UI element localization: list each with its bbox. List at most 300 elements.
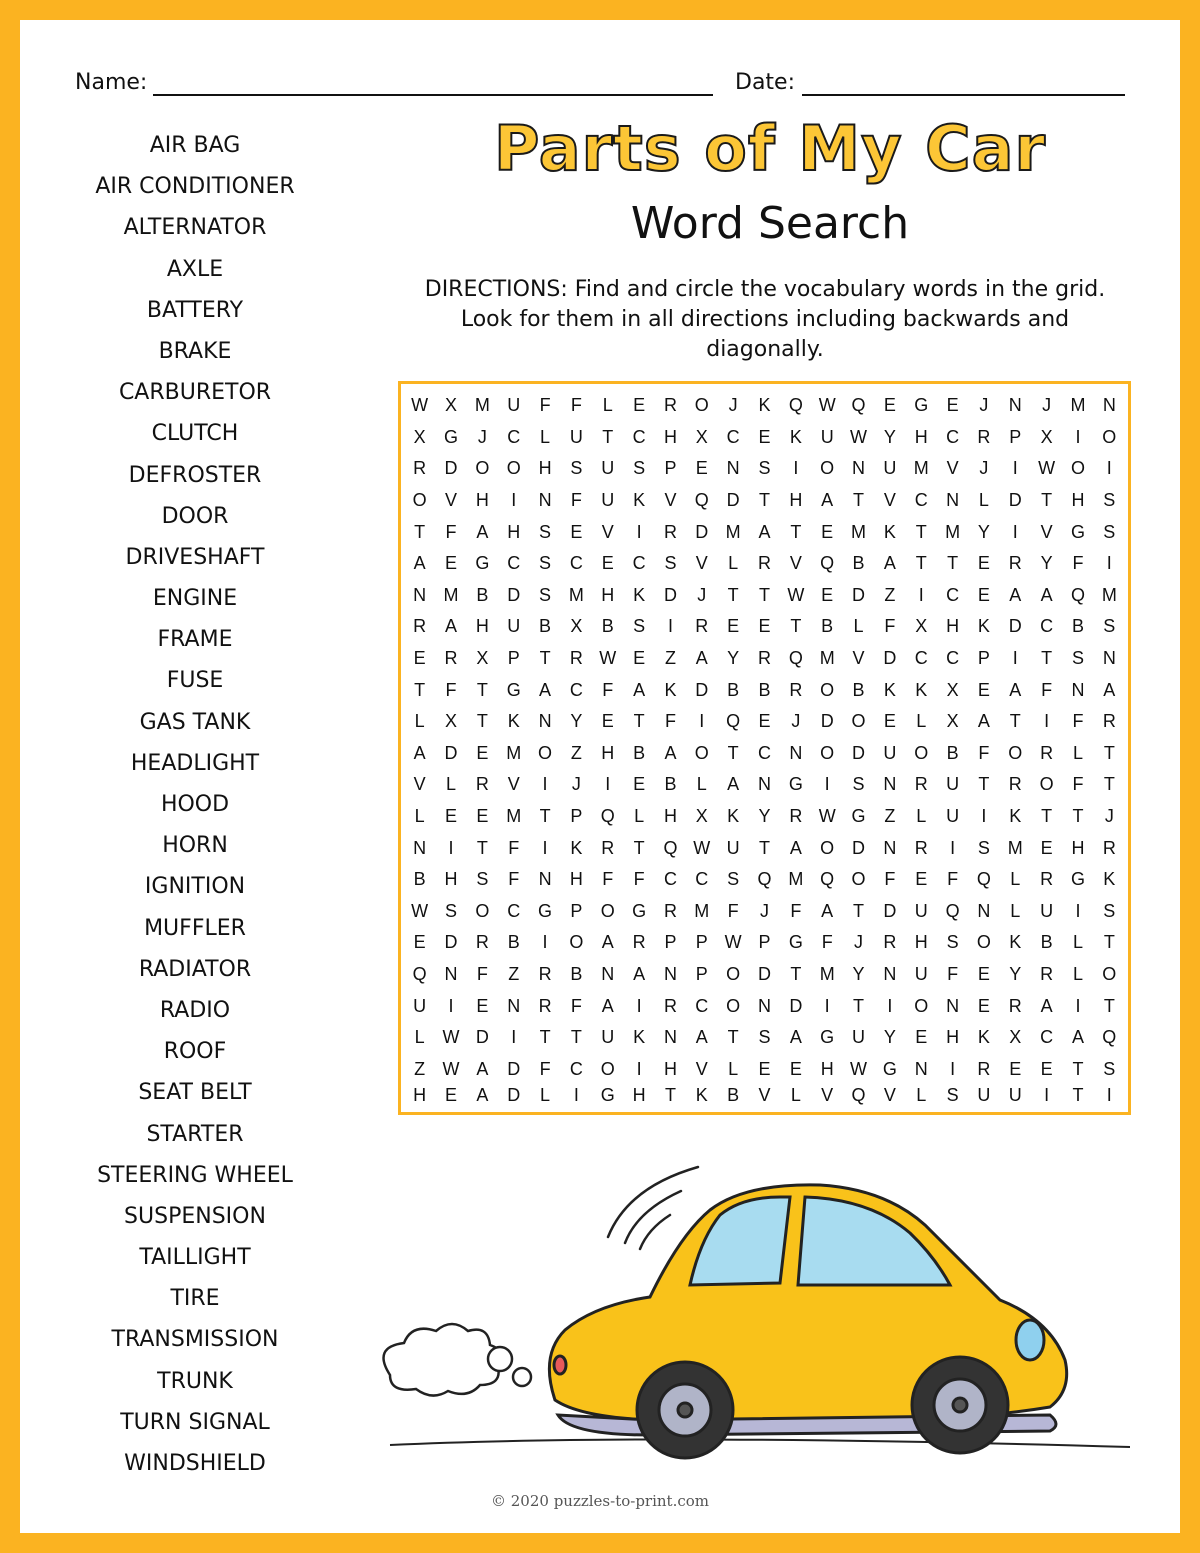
grid-letter[interactable]: K — [789, 426, 802, 447]
grid-letter[interactable]: O — [851, 711, 866, 732]
grid-letter[interactable]: D — [444, 932, 458, 953]
grid-letter[interactable]: R — [757, 648, 771, 669]
grid-letter[interactable]: A — [727, 774, 740, 795]
grid-letter[interactable]: K — [1103, 869, 1116, 890]
grid-letter[interactable]: P — [570, 900, 583, 921]
grid-letter[interactable]: D — [695, 521, 709, 542]
grid-letter[interactable]: C — [695, 995, 709, 1016]
grid-letter[interactable]: E — [946, 395, 959, 416]
grid-letter[interactable]: B — [1040, 932, 1053, 953]
grid-letter[interactable]: I — [542, 932, 548, 953]
grid-letter[interactable]: A — [1040, 584, 1053, 605]
grid-letter[interactable]: G — [1070, 521, 1085, 542]
grid-letter[interactable]: Y — [852, 963, 865, 984]
grid-letter[interactable]: T — [539, 805, 551, 826]
grid-letter[interactable]: I — [981, 805, 987, 826]
grid-letter[interactable]: P — [664, 458, 677, 479]
grid-letter[interactable]: B — [852, 679, 865, 700]
grid-letter[interactable]: E — [476, 995, 489, 1016]
grid-letter[interactable]: U — [601, 458, 615, 479]
grid-letter[interactable]: A — [476, 1085, 489, 1105]
grid-letter[interactable]: W — [1038, 458, 1056, 479]
grid-letter[interactable]: F — [1041, 679, 1053, 700]
grid-letter[interactable]: P — [1009, 426, 1022, 447]
grid-letter[interactable]: X — [695, 426, 708, 447]
grid-letter[interactable]: H — [914, 932, 928, 953]
grid-letter[interactable]: F — [884, 869, 896, 890]
grid-letter[interactable]: V — [445, 490, 458, 511]
grid-letter[interactable]: L — [540, 1085, 551, 1105]
grid-letter[interactable]: I — [448, 995, 454, 1016]
grid-letter[interactable]: R — [413, 458, 427, 479]
grid-letter[interactable]: T — [1041, 805, 1053, 826]
grid-letter[interactable]: F — [1072, 711, 1084, 732]
grid-letter[interactable]: J — [854, 932, 864, 953]
grid-letter[interactable]: M — [819, 963, 835, 984]
grid-letter[interactable]: D — [852, 837, 866, 858]
grid-letter[interactable]: Q — [788, 395, 803, 416]
grid-letter[interactable]: I — [1012, 458, 1018, 479]
grid-letter[interactable]: X — [915, 616, 928, 637]
grid-letter[interactable]: N — [538, 490, 552, 511]
grid-letter[interactable]: R — [663, 521, 677, 542]
grid-letter[interactable]: E — [476, 805, 489, 826]
grid-letter[interactable]: A — [539, 679, 552, 700]
grid-letter[interactable]: T — [790, 963, 802, 984]
grid-letter[interactable]: E — [915, 1027, 928, 1048]
grid-letter[interactable]: A — [789, 1027, 802, 1048]
grid-letter[interactable]: B — [633, 742, 646, 763]
grid-letter[interactable]: U — [914, 900, 928, 921]
grid-letter[interactable]: Q — [726, 711, 741, 732]
grid-letter[interactable]: T — [414, 679, 426, 700]
grid-letter[interactable]: O — [569, 932, 584, 953]
grid-letter[interactable]: A — [1071, 1027, 1084, 1048]
grid-letter[interactable]: Y — [727, 648, 740, 669]
grid-letter[interactable]: O — [851, 869, 866, 890]
grid-letter[interactable]: A — [789, 837, 802, 858]
grid-letter[interactable]: K — [883, 679, 896, 700]
grid-letter[interactable]: K — [633, 1027, 646, 1048]
grid-letter[interactable]: S — [1103, 490, 1116, 511]
grid-letter[interactable]: B — [507, 932, 520, 953]
grid-letter[interactable]: H — [1071, 837, 1085, 858]
grid-letter[interactable]: M — [788, 869, 804, 890]
grid-letter[interactable]: I — [824, 774, 830, 795]
grid-letter[interactable]: T — [633, 711, 645, 732]
grid-letter[interactable]: U — [946, 774, 960, 795]
grid-letter[interactable]: L — [446, 774, 457, 795]
grid-letter[interactable]: I — [636, 995, 642, 1016]
grid-letter[interactable]: A — [977, 711, 990, 732]
grid-letter[interactable]: H — [1071, 490, 1085, 511]
grid-letter[interactable]: T — [947, 553, 959, 574]
grid-letter[interactable]: Q — [945, 900, 960, 921]
grid-letter[interactable]: A — [1103, 679, 1116, 700]
grid-letter[interactable]: L — [414, 1027, 425, 1048]
grid-letter[interactable]: Q — [820, 869, 835, 890]
grid-letter[interactable]: T — [1103, 774, 1115, 795]
grid-letter[interactable]: B — [539, 616, 552, 637]
grid-letter[interactable]: Z — [570, 742, 582, 763]
grid-letter[interactable]: E — [445, 553, 458, 574]
grid-letter[interactable]: D — [507, 1058, 521, 1079]
grid-letter[interactable]: H — [946, 616, 960, 637]
grid-letter[interactable]: M — [506, 742, 522, 763]
grid-letter[interactable]: E — [977, 963, 990, 984]
grid-letter[interactable]: V — [821, 1085, 834, 1105]
grid-letter[interactable]: D — [852, 742, 866, 763]
grid-letter[interactable]: F — [508, 837, 520, 858]
grid-letter[interactable]: Q — [1102, 1027, 1117, 1048]
grid-letter[interactable]: M — [1007, 837, 1023, 858]
grid-letter[interactable]: S — [445, 900, 458, 921]
grid-letter[interactable]: V — [695, 1058, 708, 1079]
grid-letter[interactable]: R — [695, 616, 709, 637]
grid-letter[interactable]: T — [539, 648, 551, 669]
grid-letter[interactable]: E — [633, 648, 646, 669]
grid-letter[interactable]: P — [570, 805, 583, 826]
grid-letter[interactable]: X — [695, 805, 708, 826]
grid-letter[interactable]: F — [570, 490, 582, 511]
grid-letter[interactable]: H — [946, 1027, 960, 1048]
grid-letter[interactable]: A — [1009, 679, 1022, 700]
grid-letter[interactable]: M — [506, 805, 522, 826]
grid-letter[interactable]: K — [1009, 932, 1022, 953]
grid-letter[interactable]: F — [884, 616, 896, 637]
grid-letter[interactable]: X — [1040, 426, 1053, 447]
grid-letter[interactable]: K — [1009, 805, 1022, 826]
grid-letter[interactable]: F — [602, 679, 614, 700]
grid-letter[interactable]: O — [1102, 963, 1117, 984]
grid-letter[interactable]: R — [1040, 963, 1054, 984]
grid-letter[interactable]: C — [507, 553, 521, 574]
grid-letter[interactable]: H — [601, 742, 615, 763]
grid-letter[interactable]: R — [1008, 774, 1022, 795]
grid-letter[interactable]: S — [633, 458, 646, 479]
grid-letter[interactable]: R — [789, 805, 803, 826]
grid-letter[interactable]: A — [821, 900, 834, 921]
grid-letter[interactable]: R — [914, 837, 928, 858]
grid-letter[interactable]: X — [476, 648, 489, 669]
grid-letter[interactable]: T — [853, 995, 865, 1016]
grid-letter[interactable]: O — [475, 458, 490, 479]
grid-letter[interactable]: F — [539, 395, 551, 416]
grid-letter[interactable]: N — [852, 458, 866, 479]
grid-letter[interactable]: R — [538, 995, 552, 1016]
grid-letter[interactable]: A — [1009, 584, 1022, 605]
grid-letter[interactable]: F — [445, 521, 457, 542]
grid-letter[interactable]: S — [539, 553, 552, 574]
grid-letter[interactable]: I — [918, 584, 924, 605]
grid-letter[interactable]: F — [445, 679, 457, 700]
name-field[interactable] — [75, 70, 147, 95]
grid-letter[interactable]: D — [475, 1027, 489, 1048]
grid-letter[interactable]: R — [538, 963, 552, 984]
grid-letter[interactable]: C — [726, 426, 740, 447]
grid-letter[interactable]: R — [789, 679, 803, 700]
grid-letter[interactable]: F — [664, 711, 676, 732]
grid-letter[interactable]: O — [475, 900, 490, 921]
grid-letter[interactable]: T — [915, 521, 927, 542]
grid-letter[interactable]: P — [977, 648, 990, 669]
grid-letter[interactable]: T — [602, 426, 614, 447]
grid-letter[interactable]: E — [1009, 1058, 1022, 1079]
grid-letter[interactable]: N — [601, 963, 615, 984]
grid-letter[interactable]: R — [475, 774, 489, 795]
grid-letter[interactable]: Q — [694, 490, 709, 511]
grid-letter[interactable]: R — [569, 648, 583, 669]
grid-letter[interactable]: C — [946, 584, 960, 605]
grid-letter[interactable]: O — [820, 837, 835, 858]
grid-letter[interactable]: E — [445, 1085, 458, 1105]
grid-letter[interactable]: T — [727, 584, 739, 605]
grid-letter[interactable]: Q — [788, 648, 803, 669]
grid-letter[interactable]: L — [978, 490, 989, 511]
grid-letter[interactable]: C — [914, 490, 928, 511]
grid-letter[interactable]: M — [851, 521, 867, 542]
grid-letter[interactable]: I — [1106, 1085, 1112, 1105]
grid-letter[interactable]: U — [883, 742, 897, 763]
grid-letter[interactable]: W — [818, 395, 836, 416]
grid-letter[interactable]: G — [882, 1058, 897, 1079]
grid-letter[interactable]: U — [1040, 900, 1054, 921]
grid-letter[interactable]: I — [1106, 458, 1112, 479]
grid-letter[interactable]: B — [601, 616, 614, 637]
grid-letter[interactable]: E — [633, 774, 646, 795]
grid-letter[interactable]: Y — [977, 521, 990, 542]
grid-letter[interactable]: O — [820, 458, 835, 479]
grid-letter[interactable]: F — [1072, 553, 1084, 574]
grid-letter[interactable]: A — [883, 553, 896, 574]
grid-letter[interactable]: O — [726, 995, 741, 1016]
grid-letter[interactable]: S — [1103, 521, 1116, 542]
grid-letter[interactable]: A — [601, 995, 614, 1016]
grid-letter[interactable]: E — [821, 521, 834, 542]
grid-letter[interactable]: G — [475, 553, 490, 574]
grid-letter[interactable]: U — [507, 395, 521, 416]
grid-letter[interactable]: R — [883, 932, 897, 953]
grid-letter[interactable]: I — [1012, 648, 1018, 669]
grid-letter[interactable]: I — [1044, 1085, 1050, 1105]
grid-letter[interactable]: J — [571, 774, 581, 795]
grid-letter[interactable]: W — [442, 1058, 460, 1079]
grid-letter[interactable]: Z — [508, 963, 520, 984]
grid-letter[interactable]: T — [915, 553, 927, 574]
grid-letter[interactable]: C — [663, 869, 677, 890]
grid-letter[interactable]: P — [695, 963, 708, 984]
grid-letter[interactable]: N — [757, 995, 771, 1016]
grid-letter[interactable]: G — [788, 932, 803, 953]
grid-letter[interactable]: X — [445, 395, 458, 416]
grid-letter[interactable]: T — [1072, 1085, 1084, 1105]
grid-letter[interactable]: R — [1102, 711, 1116, 732]
grid-letter[interactable]: U — [601, 490, 615, 511]
grid-letter[interactable]: S — [539, 584, 552, 605]
grid-letter[interactable]: A — [445, 616, 458, 637]
grid-letter[interactable]: L — [728, 553, 739, 574]
grid-letter[interactable]: S — [758, 1027, 771, 1048]
grid-letter[interactable]: H — [663, 805, 677, 826]
grid-letter[interactable]: J — [477, 426, 487, 447]
grid-letter[interactable]: X — [1009, 1027, 1022, 1048]
grid-letter[interactable]: N — [663, 1027, 677, 1048]
grid-letter[interactable]: Q — [600, 805, 615, 826]
grid-letter[interactable]: D — [726, 490, 740, 511]
grid-letter[interactable]: S — [664, 553, 677, 574]
grid-letter[interactable]: J — [697, 584, 707, 605]
grid-letter[interactable]: T — [1041, 648, 1053, 669]
grid-letter[interactable]: E — [413, 648, 426, 669]
grid-letter[interactable]: R — [632, 932, 646, 953]
grid-letter[interactable]: I — [636, 1058, 642, 1079]
grid-letter[interactable]: S — [1103, 900, 1116, 921]
grid-letter[interactable]: F — [539, 1058, 551, 1079]
grid-letter[interactable]: I — [1044, 711, 1050, 732]
grid-letter[interactable]: T — [1041, 490, 1053, 511]
grid-letter[interactable]: T — [853, 900, 865, 921]
grid-letter[interactable]: D — [820, 711, 834, 732]
grid-letter[interactable]: G — [914, 395, 929, 416]
grid-letter[interactable]: R — [977, 426, 991, 447]
grid-letter[interactable]: F — [633, 869, 645, 890]
grid-letter[interactable]: N — [413, 584, 427, 605]
grid-letter[interactable]: O — [1070, 458, 1085, 479]
grid-letter[interactable]: R — [413, 616, 427, 637]
grid-letter[interactable]: E — [977, 584, 990, 605]
grid-letter[interactable]: O — [412, 490, 427, 511]
grid-letter[interactable]: E — [821, 584, 834, 605]
grid-letter[interactable]: Y — [1009, 963, 1022, 984]
grid-letter[interactable]: E — [727, 616, 740, 637]
grid-letter[interactable]: V — [664, 490, 677, 511]
grid-letter[interactable]: C — [946, 648, 960, 669]
grid-letter[interactable]: H — [444, 869, 458, 890]
grid-letter[interactable]: C — [1040, 1027, 1054, 1048]
grid-letter[interactable]: D — [695, 679, 709, 700]
grid-letter[interactable]: S — [758, 458, 771, 479]
grid-letter[interactable]: W — [850, 1058, 868, 1079]
grid-letter[interactable]: M — [568, 584, 584, 605]
grid-letter[interactable]: A — [821, 490, 834, 511]
grid-letter[interactable]: C — [695, 869, 709, 890]
grid-letter[interactable]: E — [977, 679, 990, 700]
grid-letter[interactable]: D — [883, 648, 897, 669]
grid-letter[interactable]: U — [569, 426, 583, 447]
grid-letter[interactable]: D — [444, 742, 458, 763]
grid-letter[interactable]: T — [1103, 742, 1115, 763]
grid-letter[interactable]: H — [820, 1058, 834, 1079]
grid-letter[interactable]: B — [413, 869, 426, 890]
grid-letter[interactable]: T — [633, 837, 645, 858]
grid-letter[interactable]: B — [570, 963, 583, 984]
grid-letter[interactable]: T — [1103, 932, 1115, 953]
grid-letter[interactable]: T — [790, 616, 802, 637]
grid-letter[interactable]: G — [538, 900, 553, 921]
grid-letter[interactable]: T — [476, 711, 488, 732]
grid-letter[interactable]: O — [600, 1058, 615, 1079]
grid-letter[interactable]: V — [695, 553, 708, 574]
grid-letter[interactable]: U — [883, 458, 897, 479]
grid-letter[interactable]: C — [507, 900, 521, 921]
grid-letter[interactable]: T — [790, 521, 802, 542]
grid-letter[interactable]: H — [475, 616, 489, 637]
grid-letter[interactable]: U — [852, 1027, 866, 1048]
grid-letter[interactable]: N — [1008, 395, 1022, 416]
grid-letter[interactable]: B — [727, 1085, 740, 1105]
grid-letter[interactable]: J — [1042, 395, 1052, 416]
grid-letter[interactable]: J — [979, 395, 989, 416]
grid-letter[interactable]: I — [573, 1085, 579, 1105]
grid-letter[interactable]: Q — [851, 1085, 866, 1105]
grid-letter[interactable]: T — [1009, 711, 1021, 732]
grid-letter[interactable]: L — [1010, 900, 1021, 921]
grid-letter[interactable]: X — [445, 711, 458, 732]
grid-letter[interactable]: E — [758, 616, 771, 637]
grid-letter[interactable]: T — [1072, 805, 1084, 826]
grid-letter[interactable]: M — [694, 900, 710, 921]
grid-letter[interactable]: T — [758, 837, 770, 858]
grid-letter[interactable]: W — [442, 1027, 460, 1048]
grid-letter[interactable]: J — [759, 900, 769, 921]
grid-letter[interactable]: L — [853, 616, 864, 637]
grid-letter[interactable]: D — [1008, 490, 1022, 511]
grid-letter[interactable]: B — [758, 679, 771, 700]
grid-letter[interactable]: S — [1103, 1058, 1116, 1079]
grid-letter[interactable]: N — [1071, 679, 1085, 700]
grid-letter[interactable]: D — [507, 1085, 521, 1105]
grid-letter[interactable]: H — [569, 869, 583, 890]
grid-letter[interactable]: W — [411, 900, 429, 921]
grid-letter[interactable]: S — [570, 458, 583, 479]
grid-letter[interactable]: E — [758, 1058, 771, 1079]
grid-letter[interactable]: P — [507, 648, 520, 669]
grid-letter[interactable]: E — [977, 553, 990, 574]
grid-letter[interactable]: R — [1008, 995, 1022, 1016]
grid-letter[interactable]: K — [758, 395, 771, 416]
grid-letter[interactable]: K — [727, 805, 740, 826]
grid-letter[interactable]: D — [757, 963, 771, 984]
grid-letter[interactable]: V — [507, 774, 520, 795]
grid-letter[interactable]: L — [414, 711, 425, 732]
grid-letter[interactable]: Y — [570, 711, 583, 732]
grid-letter[interactable]: T — [570, 1027, 582, 1048]
grid-letter[interactable]: J — [1104, 805, 1114, 826]
grid-letter[interactable]: H — [789, 490, 803, 511]
grid-letter[interactable]: L — [916, 1085, 927, 1105]
grid-letter[interactable]: B — [1071, 616, 1084, 637]
grid-letter[interactable]: L — [414, 805, 425, 826]
grid-letter[interactable]: T — [476, 679, 488, 700]
grid-letter[interactable]: E — [695, 458, 708, 479]
grid-letter[interactable]: W — [693, 837, 711, 858]
grid-letter[interactable]: Z — [884, 805, 896, 826]
grid-letter[interactable]: K — [977, 1027, 990, 1048]
grid-letter[interactable]: S — [977, 837, 990, 858]
grid-letter[interactable]: T — [414, 521, 426, 542]
grid-letter[interactable]: T — [727, 742, 739, 763]
grid-letter[interactable]: T — [664, 1085, 676, 1105]
grid-letter[interactable]: C — [569, 553, 583, 574]
grid-letter[interactable]: A — [695, 1027, 708, 1048]
grid-letter[interactable]: W — [787, 584, 805, 605]
grid-letter[interactable]: K — [570, 837, 583, 858]
grid-letter[interactable]: S — [539, 521, 552, 542]
grid-letter[interactable]: F — [947, 963, 959, 984]
grid-letter[interactable]: O — [694, 742, 709, 763]
grid-letter[interactable]: Q — [1070, 584, 1085, 605]
grid-letter[interactable]: F — [978, 742, 990, 763]
